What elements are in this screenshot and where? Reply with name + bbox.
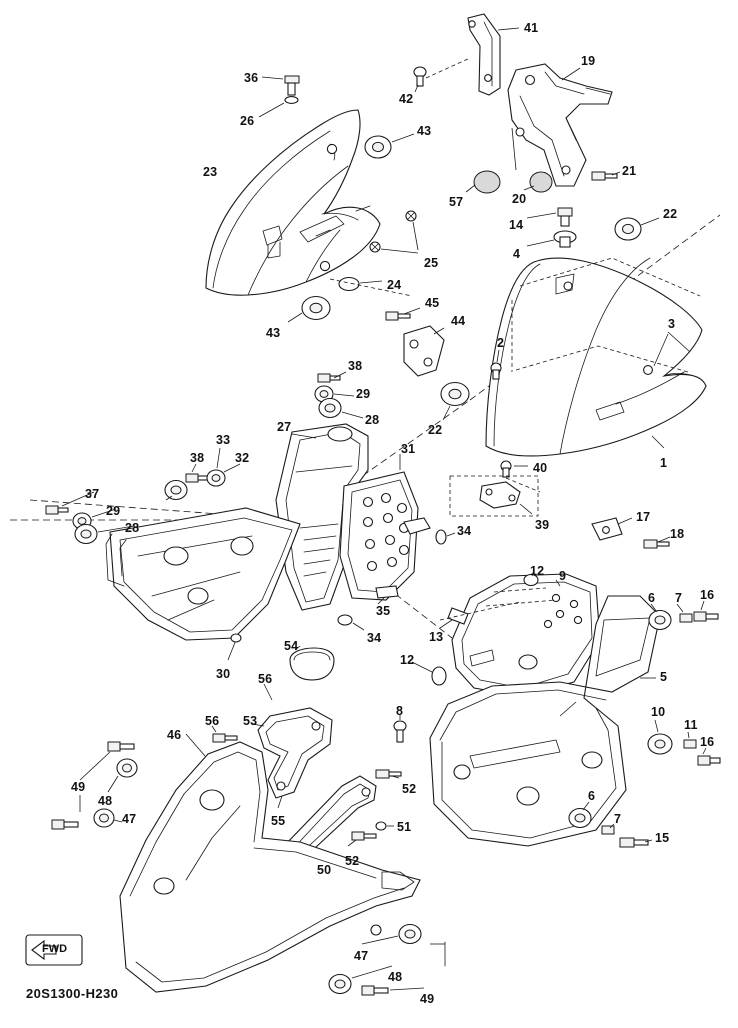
callout-number: 28 <box>365 413 380 427</box>
callout-number: 11 <box>684 718 698 732</box>
callout-number: 29 <box>356 387 371 401</box>
callout-number: 3 <box>668 317 676 331</box>
hardware-42 <box>414 58 470 92</box>
callout-number: 57 <box>449 195 464 209</box>
callout-number: 56 <box>205 714 220 728</box>
part-19-stay <box>508 64 612 186</box>
callout-number: 49 <box>420 992 435 1006</box>
hardware-25 <box>370 211 418 253</box>
part-9-inner-cowl <box>452 574 600 696</box>
part-17-18 <box>592 518 670 548</box>
callout-number: 48 <box>388 970 403 984</box>
part-1-side-cowl <box>486 258 706 456</box>
callout-number: 50 <box>317 863 332 877</box>
hardware-43-top <box>365 134 414 158</box>
callout-number: 8 <box>396 704 404 718</box>
callout-number: 45 <box>425 296 440 310</box>
callout-number: 7 <box>675 591 683 605</box>
callout-number: 38 <box>348 359 363 373</box>
callout-number: 1 <box>660 456 668 470</box>
callout-number: 22 <box>663 207 678 221</box>
hardware-21 <box>592 172 620 180</box>
callout-number: 55 <box>271 814 286 828</box>
callout-number: 31 <box>401 442 416 456</box>
callout-number: 54 <box>284 639 299 653</box>
callout-number: 25 <box>424 256 439 270</box>
callout-number: 19 <box>581 54 596 68</box>
callout-number: 13 <box>429 630 444 644</box>
callout-number: 48 <box>98 794 113 808</box>
callout-number: 44 <box>451 314 466 328</box>
callout-number: 34 <box>457 524 472 538</box>
callout-number: 21 <box>622 164 637 178</box>
callout-number: 47 <box>122 812 137 826</box>
callout-number: 49 <box>71 780 86 794</box>
callout-number: 6 <box>588 789 596 803</box>
callout-number: 14 <box>509 218 524 232</box>
callout-number: 10 <box>651 705 666 719</box>
callout-number: 15 <box>655 831 670 845</box>
callout-number: 12 <box>530 564 545 578</box>
part-39-bracket <box>450 476 538 516</box>
callout-number: 17 <box>636 510 651 524</box>
hardware-6-7-16-upper <box>649 601 718 630</box>
callout-number: 28 <box>125 521 140 535</box>
callout-number: 32 <box>235 451 250 465</box>
callout-number: 29 <box>106 504 121 518</box>
callout-number: 26 <box>240 114 255 128</box>
part-code-label: 20S1300-H230 <box>26 986 119 1001</box>
callout-number: 41 <box>524 21 539 35</box>
callout-number: 43 <box>266 326 281 340</box>
callout-number: 38 <box>190 451 205 465</box>
callout-number: 52 <box>402 782 417 796</box>
callout-number: 37 <box>85 487 100 501</box>
hardware-14-4 <box>527 208 576 247</box>
callout-number: 9 <box>559 569 567 583</box>
hardware-47-48-49-bottom <box>329 925 445 996</box>
callout-number: 30 <box>216 667 231 681</box>
callout-number: 52 <box>345 854 360 868</box>
callout-number: 36 <box>244 71 259 85</box>
callout-number: 33 <box>216 433 231 447</box>
callout-number: 18 <box>670 527 685 541</box>
callout-number: 16 <box>700 588 715 602</box>
callout-number: 2 <box>497 336 505 350</box>
callout-number: 23 <box>203 165 218 179</box>
fwd-label: FWD <box>42 943 68 955</box>
callout-number: 47 <box>354 949 369 963</box>
callout-number: 42 <box>399 92 414 106</box>
callout-number: 46 <box>167 728 182 742</box>
callout-number: 27 <box>277 420 292 434</box>
part-44-45-bracket <box>386 308 444 376</box>
callout-number: 56 <box>258 672 273 686</box>
callout-number: 24 <box>387 278 402 292</box>
callout-number: 16 <box>700 735 715 749</box>
callout-number: 43 <box>417 124 432 138</box>
callout-number: 22 <box>428 423 443 437</box>
callout-number: 12 <box>400 653 415 667</box>
callout-number: 6 <box>648 591 656 605</box>
hardware-8 <box>394 714 406 742</box>
callout-number: 4 <box>513 247 521 261</box>
callout-number: 35 <box>376 604 391 618</box>
callout-number: 53 <box>243 714 258 728</box>
hardware-22-upper <box>615 218 659 240</box>
part-23-upper-cowl <box>206 110 380 295</box>
callout-number: 7 <box>614 812 622 826</box>
callout-number: 5 <box>660 670 668 684</box>
callout-number: 51 <box>397 820 412 834</box>
callout-number: 34 <box>367 631 382 645</box>
callout-number: 40 <box>533 461 548 475</box>
callout-number: 39 <box>535 518 550 532</box>
hardware-36-26 <box>259 76 299 117</box>
part-46-lower-left-cowl <box>120 734 420 992</box>
callout-number: 20 <box>512 192 527 206</box>
